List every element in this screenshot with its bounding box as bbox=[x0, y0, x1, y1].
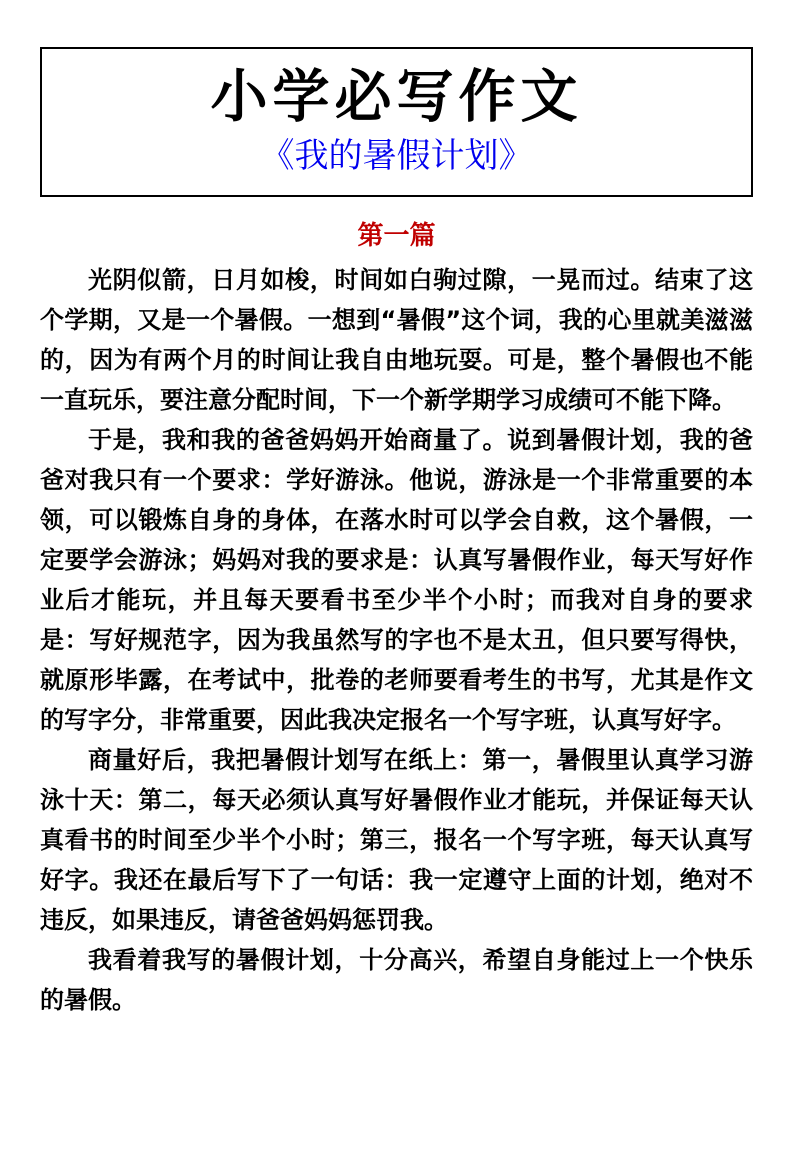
title-box bbox=[40, 47, 753, 197]
essay-paragraph: 商量好后，我把暑假计划写在纸上：第一，暑假里认真学习游泳十天：第二，每天必须认真写好暑假作业才能玩，并保证每天认真看书的时间至少半个小时；第三，报名一个写字班，每天认真写好字。我还在最后写下了一句话：我一定遵守上面的计划，绝对不违反，如果违反，请爸爸妈妈惩罚我。 bbox=[40, 746, 753, 934]
essay-body bbox=[40, 260, 753, 1020]
document-subtitle: 《我的暑假计划》 bbox=[260, 138, 533, 176]
document-page bbox=[0, 47, 793, 1169]
section-heading: 第一篇 bbox=[357, 221, 436, 251]
essay-paragraph: 光阴似箭，日月如梭，时间如白驹过隙，一晃而过。结束了这个学期，又是一个暑假。一想到“暑假”这个词，我的心里就美滋滋的，因为有两个月的时间让我自由地玩耍。可是，整个暑假也不能一直玩乐，要注意分配时间，下一个新学期学习成绩可不能下降。 bbox=[40, 266, 753, 414]
document-title: 小学必写作文 bbox=[210, 66, 583, 130]
essay-paragraph: 于是，我和我的爸爸妈妈开始商量了。说到暑假计划，我的爸爸对我只有一个要求：学好游泳。他说，游泳是一个非常重要的本领，可以锻炼自身的身体，在落水时可以学会自救，这个暑假，一定要学会游泳；妈妈对我的要求是：认真写暑假作业，每天写好作业后才能玩，并且每天要看书至少半个小时；而我对自身的要求是：写好规范字，因为我虽然写的字也不是太丑，但只要写得快，就原形毕露，在考试中，批卷的老师要看考生的书写，尤其是作文的写字分，非常重要，因此我决定报名一个写字班，认真写好字。 bbox=[40, 426, 753, 734]
essay-paragraph: 我看着我写的暑假计划，十分高兴，希望自身能过上一个快乐的暑假。 bbox=[40, 946, 753, 1014]
